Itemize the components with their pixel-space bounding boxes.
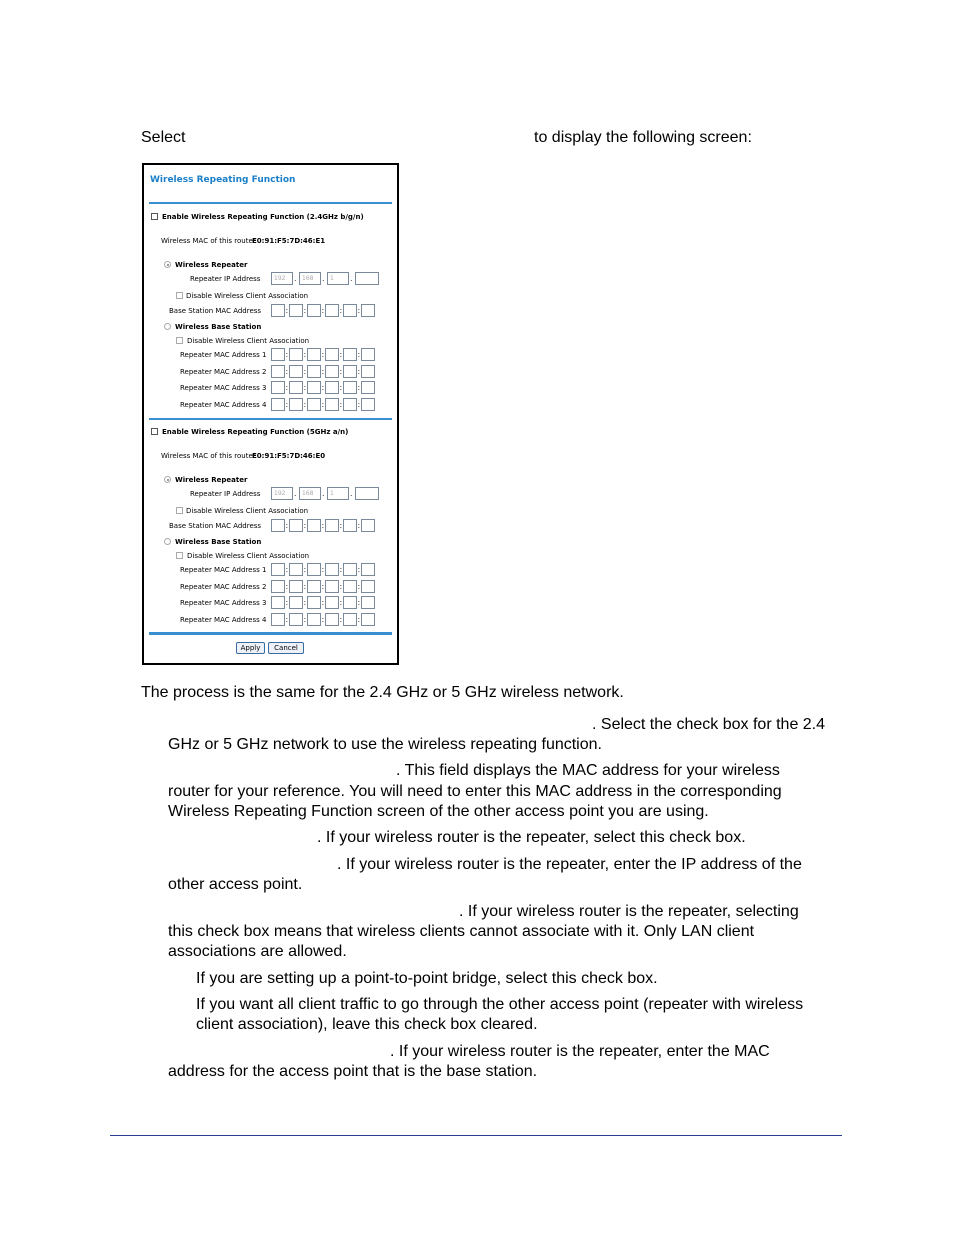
base-station-mac-label: Base Station MAC Address: [169, 522, 262, 530]
base-station-mac-octet[interactable]: [289, 519, 303, 532]
repeater-mac-1-octet[interactable]: [307, 563, 321, 576]
base-station-mac-octet[interactable]: [325, 304, 339, 317]
mac-separator: :: [357, 367, 361, 376]
band-divider: [149, 418, 392, 420]
mac-separator: :: [285, 615, 289, 624]
router-mac-value: E0:91:F5:7D:46:E0: [252, 452, 326, 460]
repeater-mac-1-octet[interactable]: [325, 563, 339, 576]
base-disable-assoc-label: Disable Wireless Client Association: [187, 552, 310, 560]
mac-separator: :: [321, 383, 325, 392]
mac-separator: :: [357, 615, 361, 624]
repeater-mac-3-octet[interactable]: [289, 381, 303, 394]
base-station-mac-octet[interactable]: [325, 519, 339, 532]
mac-separator: :: [285, 400, 289, 409]
mac-para-line3: Wireless Repeating Function screen of the other access point you are using.: [168, 803, 709, 820]
intro-after: to display the following screen:: [534, 129, 752, 146]
base-station-mac-octet[interactable]: [271, 519, 285, 532]
bottom-divider: [149, 632, 392, 634]
mac-separator: :: [303, 400, 307, 409]
enable-repeating-checkbox[interactable]: [151, 213, 158, 220]
mac-separator: :: [339, 367, 343, 376]
router-mac-label: Wireless MAC of this router: [161, 237, 256, 245]
repeater-mac-2-octet[interactable]: [361, 580, 375, 593]
disable-assoc-checkbox[interactable]: [176, 507, 183, 514]
repeater-mac-3-octet[interactable]: [307, 381, 321, 394]
wireless-base-station-radio[interactable]: [164, 538, 171, 545]
mac-separator: :: [303, 306, 307, 315]
repeater-mac-2-octet[interactable]: [343, 365, 357, 378]
repeater-mac-4-octet[interactable]: [325, 613, 339, 626]
mac-separator: :: [285, 598, 289, 607]
wireless-base-station-label: Wireless Base Station: [175, 538, 262, 546]
mac-separator: :: [339, 615, 343, 624]
mac-separator: :: [321, 400, 325, 409]
mac-separator: :: [303, 350, 307, 359]
repeater-mac-4-octet[interactable]: [361, 613, 375, 626]
mac-separator: :: [321, 350, 325, 359]
repeater-mac-4-octet[interactable]: [307, 613, 321, 626]
base-station-mac-octet[interactable]: [307, 304, 321, 317]
bullet-bridge: If you are setting up a point-to-point bridge, select this check box.: [196, 970, 658, 987]
mac-separator: :: [321, 565, 325, 574]
repeater-mac-4-octet[interactable]: [343, 613, 357, 626]
repeater-ip-octet[interactable]: 168: [299, 272, 321, 285]
mac-separator: :: [303, 598, 307, 607]
repeater-mac-label-4: Repeater MAC Address 4: [180, 616, 267, 624]
mac-separator: :: [321, 598, 325, 607]
mac-separator: :: [285, 565, 289, 574]
repeater-mac-4-octet[interactable]: [325, 398, 339, 411]
repeater-mac-3-octet[interactable]: [289, 596, 303, 609]
process-text: The process is the same for the 2.4 GHz or 5 GHz wireless network.: [141, 684, 624, 701]
mac-separator: :: [303, 582, 307, 591]
repeater-ip-label: Repeater IP Address: [190, 490, 261, 498]
repeater-mac-2-octet[interactable]: [307, 580, 321, 593]
repeater-mac-2-octet[interactable]: [271, 365, 285, 378]
repeater-ip-label: Repeater IP Address: [190, 275, 261, 283]
mac-separator: :: [357, 306, 361, 315]
repeater-mac-1-octet[interactable]: [361, 563, 375, 576]
disable-assoc-label: Disable Wireless Client Association: [186, 507, 309, 515]
repeater-mac-1-octet[interactable]: [343, 563, 357, 576]
repeater-mac-2-octet[interactable]: [325, 580, 339, 593]
disable-para-line1: . If your wireless router is the repeater, selecting: [459, 903, 799, 920]
mac-separator: :: [303, 565, 307, 574]
wireless-base-station-label: Wireless Base Station: [175, 323, 262, 331]
repeater-mac-3-octet[interactable]: [271, 596, 285, 609]
enable-repeating-checkbox[interactable]: [151, 428, 158, 435]
mac-separator: :: [357, 350, 361, 359]
repeater-mac-label-2: Repeater MAC Address 2: [180, 368, 267, 376]
repeater-mac-3-octet[interactable]: [361, 596, 375, 609]
repeater-mac-3-octet[interactable]: [343, 381, 357, 394]
repeater-ip-octet[interactable]: 192: [271, 487, 293, 500]
mac-separator: :: [339, 400, 343, 409]
base-disable-assoc-checkbox[interactable]: [176, 552, 183, 559]
repeater-mac-1-octet[interactable]: [361, 348, 375, 361]
enable-para-line1: . Select the check box for the 2.4: [592, 716, 826, 733]
repeater-mac-1-octet[interactable]: [271, 348, 285, 361]
mac-separator: :: [321, 615, 325, 624]
wireless-repeater-label: Wireless Repeater: [175, 476, 248, 484]
ip-separator: .: [322, 489, 325, 498]
repeater-mac-1-octet[interactable]: [343, 348, 357, 361]
wireless-repeater-radio[interactable]: [164, 261, 171, 268]
enable-repeating-label: Enable Wireless Repeating Function (2.4GHz b/g/n): [162, 213, 364, 221]
repeater-mac-3-octet[interactable]: [307, 596, 321, 609]
mac-separator: :: [339, 598, 343, 607]
disable-para-line3: associations are allowed.: [168, 943, 347, 960]
repeater-mac-2-octet[interactable]: [343, 580, 357, 593]
repeater-para: . If your wireless router is the repeater, select this check box.: [317, 829, 746, 846]
bullet-client-traffic-line2: client association), leave this check box cleared.: [196, 1016, 538, 1033]
mac-separator: :: [357, 598, 361, 607]
base-station-mac-octet[interactable]: [343, 304, 357, 317]
cancel-button[interactable]: Cancel: [268, 642, 304, 654]
mac-separator: :: [339, 383, 343, 392]
base-station-mac-octet[interactable]: [289, 304, 303, 317]
enable-repeating-label: Enable Wireless Repeating Function (5GHz a/n): [162, 428, 349, 436]
repeater-mac-2-octet[interactable]: [271, 580, 285, 593]
wireless-base-station-radio[interactable]: [164, 323, 171, 330]
repeater-mac-2-octet[interactable]: [361, 365, 375, 378]
repeater-ip-octet[interactable]: [355, 487, 379, 500]
mac-separator: :: [285, 306, 289, 315]
repeater-mac-4-octet[interactable]: [343, 398, 357, 411]
mac-separator: :: [321, 582, 325, 591]
base-station-mac-octet[interactable]: [271, 304, 285, 317]
repeater-mac-3-octet[interactable]: [325, 381, 339, 394]
repeater-mac-label-4: Repeater MAC Address 4: [180, 401, 267, 409]
repeater-mac-label-3: Repeater MAC Address 3: [180, 599, 267, 607]
repeater-ip-octet[interactable]: 1: [327, 272, 349, 285]
base-station-mac-octet[interactable]: [361, 304, 375, 317]
mac-separator: :: [321, 367, 325, 376]
base-disable-assoc-checkbox[interactable]: [176, 337, 183, 344]
base-disable-assoc-label: Disable Wireless Client Association: [187, 337, 310, 345]
wireless-repeater-radio[interactable]: [164, 476, 171, 483]
repeater-mac-4-octet[interactable]: [271, 398, 285, 411]
mac-separator: :: [303, 615, 307, 624]
mac-separator: :: [357, 383, 361, 392]
ip-separator: .: [350, 489, 353, 498]
title-divider: [149, 202, 392, 204]
base-station-mac-octet[interactable]: [343, 519, 357, 532]
repeater-mac-3-octet[interactable]: [343, 596, 357, 609]
repeater-mac-label-3: Repeater MAC Address 3: [180, 384, 267, 392]
repeater-mac-4-octet[interactable]: [361, 398, 375, 411]
mac-separator: :: [303, 521, 307, 530]
mac-separator: :: [357, 521, 361, 530]
mac-separator: :: [285, 383, 289, 392]
base-station-mac-label: Base Station MAC Address: [169, 307, 262, 315]
apply-button[interactable]: Apply: [236, 642, 265, 654]
mac-separator: :: [357, 400, 361, 409]
enable-para-line2: GHz or 5 GHz network to use the wireless repeating function.: [168, 736, 602, 753]
mac-separator: :: [285, 521, 289, 530]
mac-para-line1: . This field displays the MAC address for your wireless: [396, 762, 780, 779]
repeater-mac-2-octet[interactable]: [289, 365, 303, 378]
base-station-mac-octet[interactable]: [361, 519, 375, 532]
router-mac-value: E0:91:F5:7D:46:E1: [252, 237, 326, 245]
repeater-mac-4-octet[interactable]: [289, 613, 303, 626]
repeater-mac-1-octet[interactable]: [289, 563, 303, 576]
repeater-mac-3-octet[interactable]: [361, 381, 375, 394]
mac-separator: :: [303, 367, 307, 376]
ip-separator: .: [322, 274, 325, 283]
router-mac-label: Wireless MAC of this router: [161, 452, 256, 460]
mac-separator: :: [321, 521, 325, 530]
disable-assoc-label: Disable Wireless Client Association: [186, 292, 309, 300]
mac-separator: :: [285, 367, 289, 376]
repeater-mac-2-octet[interactable]: [325, 365, 339, 378]
repeater-mac-1-octet[interactable]: [307, 348, 321, 361]
repeater-mac-2-octet[interactable]: [289, 580, 303, 593]
ip-separator: .: [350, 274, 353, 283]
repeater-mac-3-octet[interactable]: [271, 381, 285, 394]
repeater-ip-octet[interactable]: 192: [271, 272, 293, 285]
mac-para-line2: router for your reference. You will need to enter this MAC address in the corresponding: [168, 783, 782, 800]
ip-para-line1: . If your wireless router is the repeater, enter the IP address of the: [337, 856, 802, 873]
repeater-mac-4-octet[interactable]: [271, 613, 285, 626]
repeater-ip-octet[interactable]: [355, 272, 379, 285]
mac-separator: :: [339, 306, 343, 315]
wireless-repeating-screenshot: [142, 163, 399, 665]
repeater-mac-4-octet[interactable]: [307, 398, 321, 411]
repeater-mac-1-octet[interactable]: [325, 348, 339, 361]
mac-separator: :: [339, 350, 343, 359]
mac-separator: :: [357, 582, 361, 591]
repeater-mac-3-octet[interactable]: [325, 596, 339, 609]
mac-separator: :: [339, 582, 343, 591]
repeater-mac-1-octet[interactable]: [289, 348, 303, 361]
repeater-mac-2-octet[interactable]: [307, 365, 321, 378]
repeater-mac-4-octet[interactable]: [289, 398, 303, 411]
disable-para-line2: this check box means that wireless clients cannot associate with it. Only LAN client: [168, 923, 755, 940]
mac-separator: :: [285, 350, 289, 359]
ip-separator: .: [294, 274, 297, 283]
base-station-mac-octet[interactable]: [307, 519, 321, 532]
intro-select: Select: [141, 129, 186, 146]
mac-separator: :: [357, 565, 361, 574]
repeater-ip-octet[interactable]: 1: [327, 487, 349, 500]
ip-separator: .: [294, 489, 297, 498]
disable-assoc-checkbox[interactable]: [176, 292, 183, 299]
footer-rule: [110, 1135, 842, 1136]
mac-separator: :: [303, 383, 307, 392]
mac-separator: :: [321, 306, 325, 315]
mac-separator: :: [339, 565, 343, 574]
mac-separator: :: [285, 582, 289, 591]
repeater-mac-label-1: Repeater MAC Address 1: [180, 566, 267, 574]
mac-separator: :: [339, 521, 343, 530]
ip-para-line2: other access point.: [168, 876, 303, 893]
repeater-mac-label-1: Repeater MAC Address 1: [180, 351, 267, 359]
wireless-repeater-label: Wireless Repeater: [175, 261, 248, 269]
figure-title: Wireless Repeating Function: [150, 175, 296, 185]
base-mac-para-line2: address for the access point that is the base station.: [168, 1063, 538, 1080]
base-mac-para-line1: . If your wireless router is the repeater, enter the MAC: [390, 1043, 770, 1060]
bullet-client-traffic-line1: If you want all client traffic to go through the other access point (repeater with wireless: [196, 996, 804, 1013]
repeater-mac-label-2: Repeater MAC Address 2: [180, 583, 267, 591]
repeater-ip-octet[interactable]: 168: [299, 487, 321, 500]
repeater-mac-1-octet[interactable]: [271, 563, 285, 576]
